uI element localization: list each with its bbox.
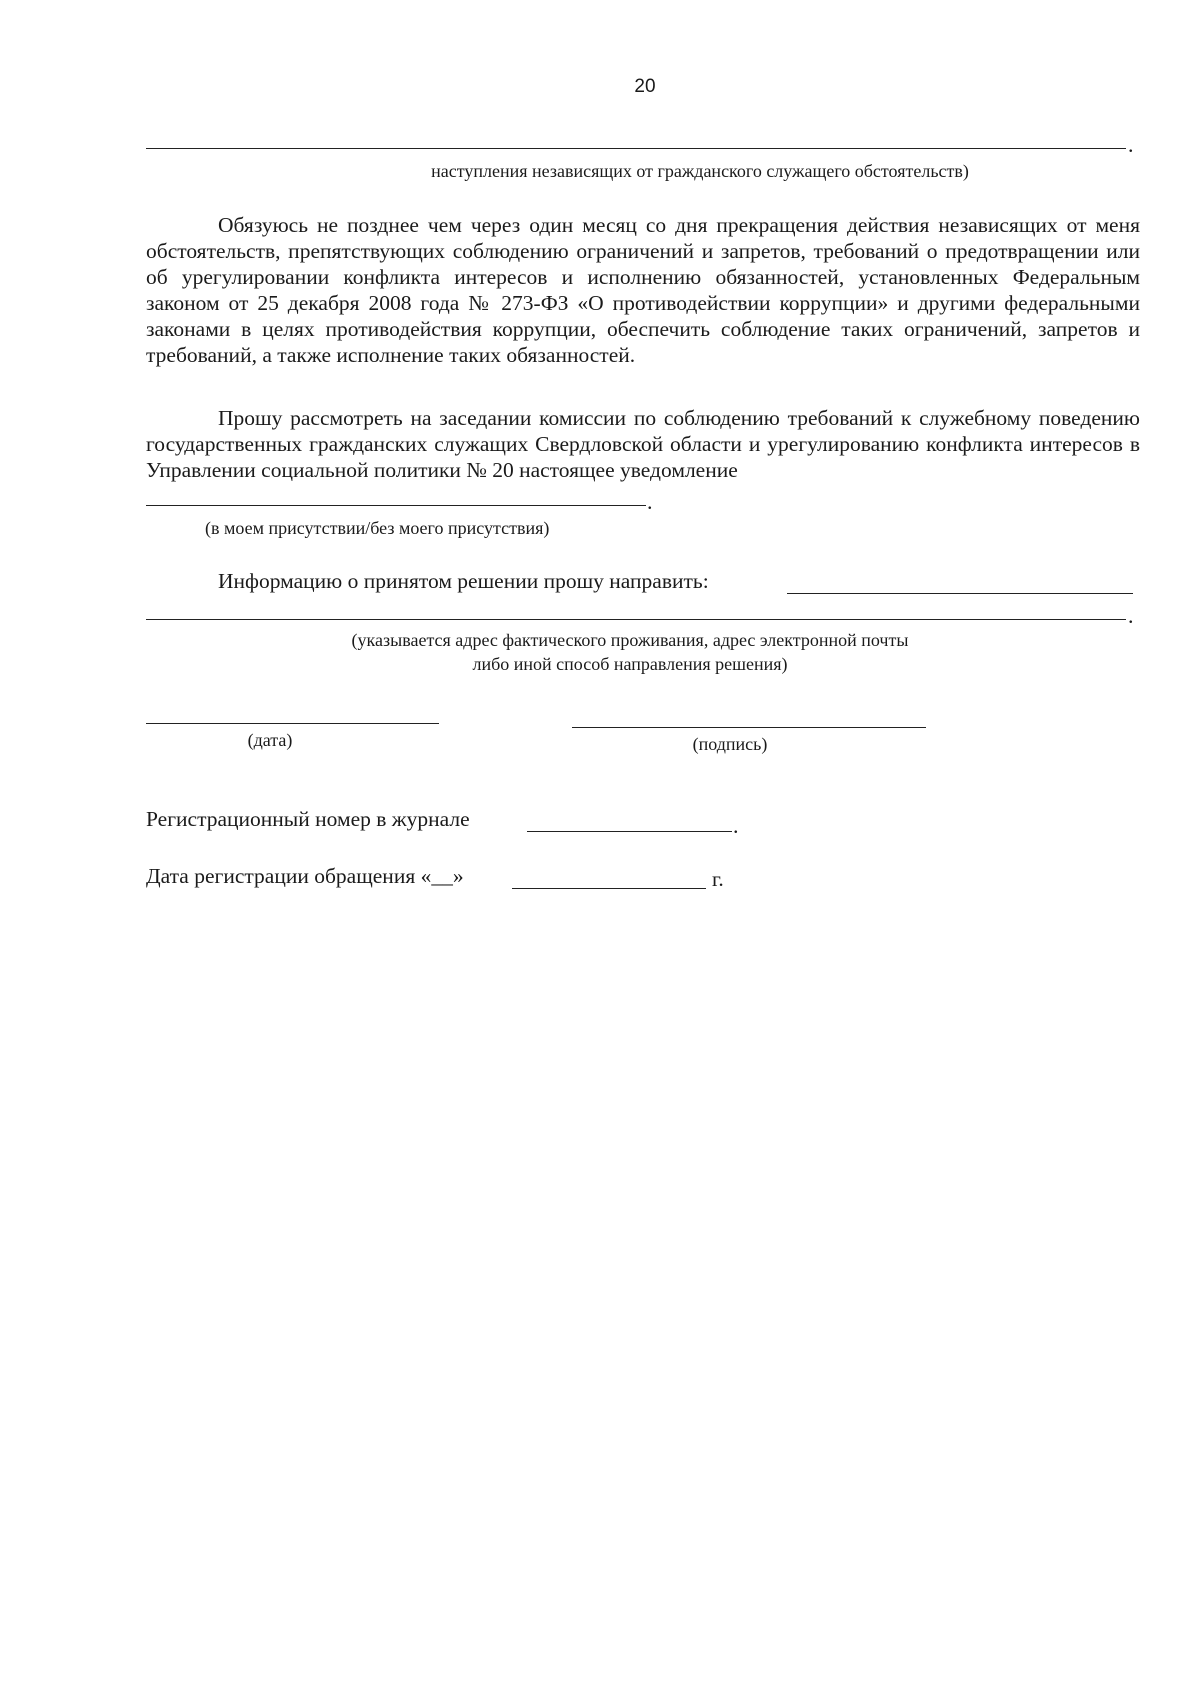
signature-fill-line: [572, 727, 926, 728]
address-caption-line2: либо иной способ направления решения): [472, 654, 788, 674]
info-label: Информацию о принятом решении прошу направить:: [218, 569, 709, 593]
paragraph-obligation: Обязуюсь не позднее чем через один месяц со дня прекращения действия независящих от меня обстоятельств, препятствующих соблюдению ограничений и запретов, требований о предотвращении или об урегулировании конфликта интересов и исполнению обязанностей, установленных Федеральным законом от 25 декабря 2008 года № 273-ФЗ «О противодействии коррупции» и другими федеральными законами в целях противодействия коррупции, обеспечить соблюдение таких ограничений, запретов и требований, а также исполнение таких обязанностей.: [146, 213, 1140, 367]
address-fill-line-period: .: [1128, 603, 1134, 628]
paragraph-request: Прошу рассмотреть на заседании комиссии по соблюдению требований к служебному поведению государственных гражданских служащих Свердловской области и урегулированию конфликта интересов в Управлении социальной политики № 20 настоящее уведомление: [146, 406, 1140, 482]
reg-number-fill-line-period: .: [733, 813, 739, 838]
reg-number-fill-line: [527, 831, 732, 832]
top-fill-line-period: .: [1128, 132, 1134, 157]
reg-date-year-suffix: г.: [712, 867, 724, 891]
presence-caption: (в моем присутствии/без моего присутствия): [205, 518, 550, 538]
date-fill-line: [146, 723, 439, 724]
address-fill-line: [146, 619, 1126, 620]
info-fill-line: [787, 593, 1133, 594]
address-caption-line1: (указывается адрес фактического проживания, адрес электронной почты: [351, 630, 909, 650]
reg-date-fill-line: [512, 888, 706, 889]
date-caption: (дата): [247, 730, 293, 750]
page-number: 20: [634, 76, 656, 97]
signature-caption: (подпись): [692, 734, 768, 754]
top-line-caption: наступления независящих от гражданского служащего обстоятельств): [431, 161, 969, 181]
reg-date-label: Дата регистрации обращения «__»: [146, 864, 464, 888]
presence-fill-line: [146, 505, 646, 506]
top-fill-line: [146, 148, 1126, 149]
presence-fill-line-period: .: [647, 489, 653, 514]
reg-number-label: Регистрационный номер в журнале: [146, 807, 470, 831]
